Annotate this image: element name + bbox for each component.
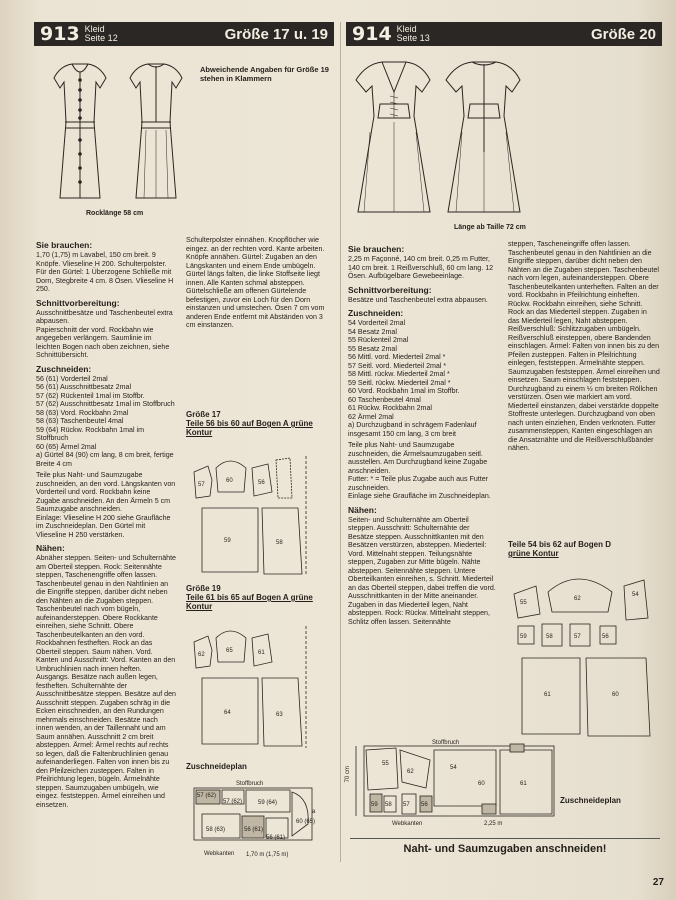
plan-913-selvage: Webkanten (204, 851, 235, 857)
cut-item: 58 Mittl. rückw. Miederteil 2mal * (348, 370, 450, 378)
size-17-parts (186, 410, 336, 437)
svg-text:64: 64 (224, 710, 231, 716)
plan-913-piece: 57 (62) (223, 799, 243, 805)
size-19-parts (186, 584, 336, 611)
interfacing-text: Einlage siehe Graufläche im Zuschneideplan. (348, 492, 491, 500)
pattern-914-column (346, 22, 662, 46)
svg-text:59: 59 (224, 538, 231, 544)
svg-text:58: 58 (276, 540, 283, 546)
sewing-heading: Nähen: (348, 504, 377, 515)
cut-item: 58 (63) Vord. Rockbahn 2mal (36, 408, 129, 417)
plan-914-piece: 55 (382, 761, 389, 767)
cut-item: 60 (65) Ärmel 2mal (36, 442, 97, 451)
parts-914 (508, 540, 660, 558)
materials-text: 1,70 (1,75) m Lavabel, 150 cm breit. 9 Knöpfe. Vlieseline H 200. Schulterpolster. Für den Gürtel: 1 Überzogene Schließe mit Dorn, Stegbreite 4 cm. 8 Ösen. Vlieseline H 250. (36, 251, 174, 293)
svg-text:60: 60 (612, 692, 619, 698)
plan-913-piece: 58 (63) (206, 827, 226, 833)
pattern-overview-17 (188, 452, 328, 580)
column-divider (340, 22, 341, 862)
plan-913-piece: 56 (61) (244, 827, 264, 833)
svg-text:57: 57 (574, 634, 581, 640)
prep-text-1: Ausschnittbesätze und Taschenbeutel extra abpausen. (36, 308, 173, 325)
garment-kind: Kleid (84, 24, 105, 34)
pattern-913-header (34, 22, 334, 46)
source-page: Seite 13 (396, 33, 430, 43)
svg-text:60: 60 (226, 478, 233, 484)
prep-text-2: Papierschnitt der vord. Rockbahn wie angegeben verlängern. Saumlinie im leichten Bogen nach oben zeichnen, siehe Schnittübersicht. (36, 325, 170, 359)
cut-item: 56 (61) Ausschnittbesatz 2mal (36, 383, 132, 391)
pattern-913-column (34, 22, 334, 46)
pattern-overview-19 (188, 622, 328, 752)
plan-913-piece: 57 (62) (197, 793, 217, 799)
cutting-heading: Zuschneiden: (36, 363, 92, 374)
cut-item: 57 Seitl. vord. Miederteil 2mal * (348, 361, 447, 370)
plan-914-piece: 56 (421, 802, 428, 808)
cutting-plan-913-heading: Zuschneideplan (186, 762, 247, 771)
cut-item: 57 (62) Ausschnittbesatz 1mal im Stoffbruch (36, 400, 175, 408)
footer-note: Naht- und Saumzugaben anschneiden! (350, 838, 660, 855)
plan-913-fold: Stoffbruch (236, 781, 264, 787)
cut-item: 59 (64) Rückw. Rockbahn 1mal im Stoffbruch (36, 425, 145, 442)
plan-914-piece: 59 (371, 802, 378, 808)
plan-914-piece: 62 (407, 769, 414, 775)
cut-item: 56 (61) Vorderteil 2mal (36, 374, 108, 383)
cut-item: 54 Besatz 2mal (348, 327, 397, 336)
plan-913-length: 1,70 m (1,75 m) (246, 852, 289, 858)
page-number: 27 (652, 877, 664, 888)
plan-914-piece: 58 (385, 802, 392, 808)
cut-item: a) Durchzugband in schrägem Fadenlauf insgesamt 150 cm lang, 3 cm breit (348, 421, 477, 438)
plan-914-length: 2,25 m (484, 821, 503, 827)
plan-914-piece: 57 (403, 802, 410, 808)
svg-text:62: 62 (574, 596, 581, 602)
cutting-note: Teile plus Naht- und Saumzugabe zuschneiden, die Ärmelsaumzugaben seitl. ausstellen. Am Durchzugband keine Zugabe anschneiden. (348, 441, 488, 475)
sewing-heading: Nähen: (36, 543, 65, 553)
cut-item: 54 Vorderteil 2mal (348, 319, 406, 327)
instructions-913-b (186, 236, 334, 330)
parts-914-sheet: grüne Kontur (508, 549, 559, 558)
sewing-text: Abnäher steppen. Seiten- und Schulternähte am Oberteil steppen. Rock: Seitennähte steppen, Taschenengriffe offen lassen. Taschenbeutel genau in den Nahtlinien an die Eingriffe steppen, darüber dicht neben den Nähten an die Zugaben steppen. Taschenbeutel nach vorn bügeln, aufeinandersteppen. Obere Rockkante einreihen, siehe Schnitt. Obere Taschenbeutelkanten an den vord. Rockbahnen festheften. Rock an das Oberteil steppen. Saum nähen. Vord. Kanten und Ausschnitt: Vord. Kanten an den Umbruchlinien nach innen heften. Ausgangs. Besätze nach außen legen, festheften. Schulternähte der Ausschnittbesätze steppen. Besätze auf den Ausschnitt steppen. Zugaben schräg in die Ecken einschneiden, an den Rundungen mehrmals einschneiden. Besätze nach innen wenden, an der Taillennaht und am Saum annähen. Ausschnitt 2 cm breit absteppen. Ärmel: Ärmel rechts auf rechts so legen, daß die Faltenbruchlinien genau aufeinanderliegen. Falten von innen bis zu den Pfeilzeichen zusteppen. Falten in Pfeilrichtung legen, bügeln. Ärmelnähte steppen. Saumzugaben umbügeln, wie eingez. feststeppen. Ärmel einreihen und einsetzen. (36, 554, 177, 809)
instructions-913-a (36, 236, 176, 809)
cut-item: 56 Mittl. vord. Miederteil 2mal * (348, 353, 446, 361)
materials-heading: Sie brauchen: (348, 244, 405, 254)
instructions-914-a (348, 240, 496, 626)
prep-text-1: Besätze und Taschenbeutel extra abpausen. (348, 295, 488, 304)
size-19-sheet: Teile 61 bis 65 auf Bogen A grüne Kontur (186, 593, 313, 611)
svg-text:57: 57 (198, 482, 205, 488)
plan-913-piece: a (312, 809, 316, 815)
svg-text:59: 59 (520, 634, 527, 640)
prep-heading: Schnittvorbereitung: (348, 284, 432, 295)
cut-item: 60 Vord. Rockbahn 1mal im Stoffbr. (348, 387, 460, 395)
garment-kind: Kleid (396, 24, 417, 34)
plan-914-fold: Stoffbruch (432, 740, 460, 746)
plan-914-piece: 60 (478, 781, 485, 787)
plan-913-piece: 56 (61) (266, 835, 286, 841)
cut-item: 61 Rückw. Rockbahn 2mal (348, 404, 432, 412)
prep-heading: Schnittvorbereitung: (36, 297, 120, 308)
cutting-plan-914 (350, 738, 560, 834)
size-17-heading: Größe 17 (186, 410, 221, 419)
svg-text:56: 56 (602, 634, 609, 640)
cut-item: 58 (63) Taschenbeutel 4mal (36, 417, 124, 425)
dress-913-illustration (40, 58, 200, 208)
size-17-sheet: Teile 56 bis 60 auf Bogen A grüne Kontur (186, 419, 313, 437)
length-from-waist: Länge ab Taille 72 cm (454, 224, 526, 231)
cut-item: 60 Taschenbeutel 4mal (348, 395, 421, 404)
pattern-overview-914 (508, 566, 664, 742)
sewing-text-cont: Schulterpolster einnähen. Knopflöcher wie eingez. an der rechten vord. Kante arbeiten. Knöpfe annähen. Gürtel: Zugaben an den Längskanten und einem Ende umbügeln. Gürtel längs falten, die linke Stoffseite liegt innen. Alle Kanten schmal absteppen. Gürtelschließe am offenen Gürtelende befestigen, zuvor ein Loch für den Dorn einstanzen und umstechen. Ösen 7 cm vom anderen Ende entfernt mit Abständen von 3 cm einstanzen. (186, 236, 325, 329)
parts-914-heading: Teile 54 bis 62 auf Bogen D (508, 540, 611, 549)
plan-914-piece: 61 (520, 781, 527, 787)
svg-text:54: 54 (632, 592, 639, 598)
size-label: Größe 17 u. 19 (224, 25, 328, 43)
plan-913-piece: 60 (65) (296, 819, 316, 825)
cut-item: 59 Seitl. rückw. Miederteil 2mal * (348, 378, 451, 387)
size-label: Größe 20 (590, 25, 656, 43)
sewing-text: Seiten- und Schulternähte am Oberteil steppen. Ausschnitt: Schulternähte der Besätze steppen. Ausschnittkanten mit den Besätzen verstürzen, absteppen. Miederteil: Vord. Mittelnaht steppen. Teilungsnähte steppen, Zugaben zur Mitte bügeln. Nähte absteppen. Seitennähte steppen. Untere Oberteilkanten einreihen, s. Schnitt. Miederteil an das Oberteil steppen, dabei treffen die vord. Ausschnittkanten in der Mitte aneinander. Zugaben in das Miederteil legen, Naht absteppen. Rock: Rückw. Mittelnaht steppen, Schlitz offen lassen. Seitennähte (348, 515, 496, 626)
cut-item: a) Gürtel 84 (90) cm lang, 8 cm breit, fertige Breite 4 cm (36, 451, 174, 468)
plan-914-piece: 54 (450, 765, 457, 771)
plan-914-width: 70 cm (344, 766, 351, 783)
source-page: Seite 12 (84, 33, 118, 43)
cutting-heading: Zuschneiden: (348, 308, 404, 318)
cut-item: 57 (62) Rückenteil 1mal im Stoffbr. (36, 391, 145, 400)
lining-note: Futter: * = Teile plus Zugabe auch aus Futter zuschneiden. (348, 475, 489, 492)
size-19-heading: Größe 19 (186, 584, 221, 593)
dress-914-illustration (350, 52, 530, 222)
plan-914-selvage: Webkanten (392, 821, 423, 827)
pattern-number: 914 (352, 23, 392, 45)
materials-text: 2,25 m Façonné, 140 cm breit. 0,25 m Futter, 140 cm breit. 1 Reißverschluß, 60 cm lang. 12 Ösen. Aufbügelbare Gewebeeinlage. (348, 255, 494, 280)
svg-text:56: 56 (258, 480, 265, 486)
size-note: Abweichende Angaben für Größe 19 stehen in Klammern (200, 65, 329, 83)
svg-text:63: 63 (276, 712, 283, 718)
svg-text:62: 62 (198, 652, 205, 658)
svg-text:55: 55 (520, 600, 527, 606)
svg-text:65: 65 (226, 648, 233, 654)
plan-913-piece: 59 (64) (258, 800, 278, 806)
sewing-text-cont: steppen, Tascheneingriffe offen lassen. Taschenbeutel genau in den Nahtlinien an die Eingriffe steppen, darüber dicht neben den Nähten an die Zugaben steppen. Taschenbeutel nach vorn legen, aufeinandersteppen. Obere Taschenbeutelkanten unterheften. Falten an der vord. Rockbahn in Pfeilrichtung einheften. Rückw. Rockbahn einreihen, siehe Schnitt. Rock an das Miederteil steppen. Zugaben in das Miederteil legen, Naht absteppen. Reißverschluß: Schlitzzugaben umbügeln. Reißverschluß einsteppen, obere Bandenden einschlagen. Ärmel: Falten von innen bis zu den Pfeilen zusteppen. Falten in Pfeilrichtung einlegen, feststeppen. Ärmelnähte steppen. Saumzugaben feststeppen. Ärmel einreihen und einsetzen. Saum einschlagen feststeppen. Durchzugband zu einem ½ cm breiten Röllchen verstürzen. Ösen wie markiert am vord. Miederteil einstanzen, dabei verstärkte doppelte Stoffreste unterlegen. Durchzugband von oben nach unten einziehen, Enden verknoten. Futter zusammensteppen, Kanten eingeschlagen an die Ansatznähte und die Reißverschlußbänder nähen. (508, 240, 660, 452)
interfacing-text: Einlage: Vlieseline H 200 siehe Graufläche im Zuschneideplan. Den Gürtel mit Vlieseline H 250 verstärken. (36, 513, 171, 539)
cut-item: 55 Rückenteil 2mal (348, 336, 409, 344)
skirt-length: Rocklänge 58 cm (86, 210, 144, 217)
cutting-note: Teile plus Naht- und Saumzugabe zuschneiden, an den vord. Längskanten von Vorderteil und vord. Rockbahn keine Zugabe anschneiden. An den Ärmeln 5 cm Saumzugabe anschneiden. (36, 471, 176, 513)
cutting-plan-914-heading: Zuschneideplan (560, 796, 621, 805)
svg-text:61: 61 (544, 692, 551, 698)
materials-heading: Sie brauchen: (36, 240, 93, 250)
svg-text:61: 61 (258, 650, 265, 656)
svg-text:58: 58 (546, 634, 553, 640)
cut-item: 55 Besatz 2mal (348, 344, 397, 353)
pattern-number: 913 (40, 23, 80, 45)
pattern-914-header (346, 22, 662, 46)
cut-item: 62 Ärmel 2mal (348, 412, 394, 421)
instructions-914-b (508, 240, 660, 453)
